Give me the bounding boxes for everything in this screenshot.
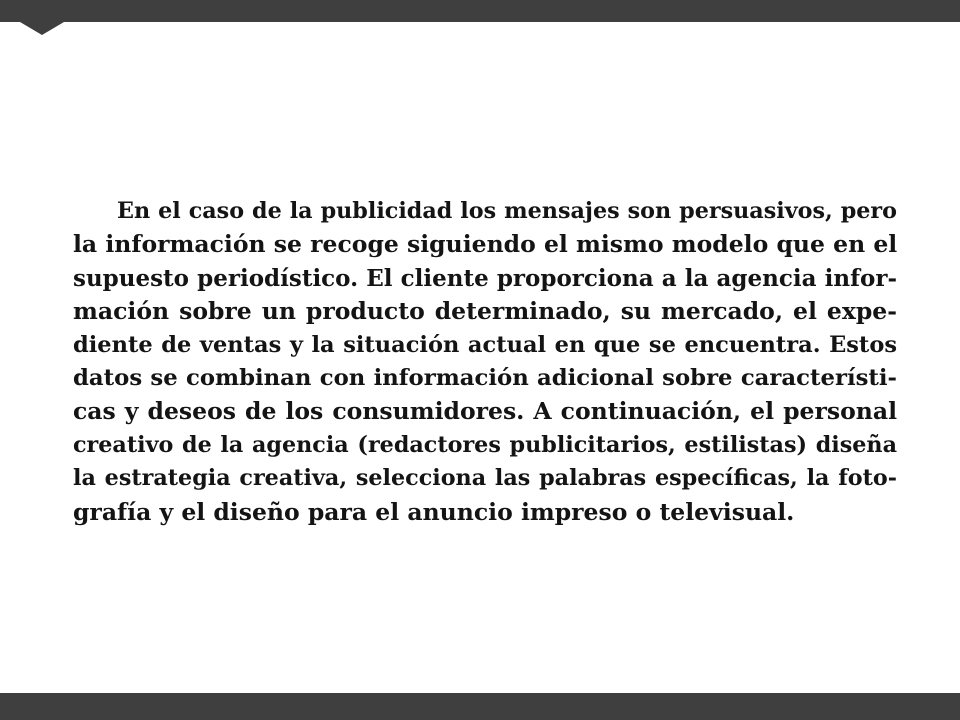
top-header-bar [0, 0, 960, 22]
paragraph-line: creativo de la agencia (redactores publicitarios, estilistas) diseña [73, 431, 897, 458]
paragraph-line: En el caso de la publicidad los mensajes son persuasivos, pero [117, 198, 897, 224]
header-notch-decoration [20, 22, 64, 35]
paragraph-line: cas y deseos de los consumidores. A continuación, el personal [73, 397, 897, 426]
paragraph-line: grafía y el diseño para el anuncio impreso o televisual. [73, 497, 795, 526]
bottom-footer-bar [0, 693, 960, 720]
paragraph-line: diente de ventas y la situación actual en que se encuentra. Estos [73, 331, 897, 358]
paragraph-line: la estrategia creativa, selecciona las palabras específicas, la foto- [73, 465, 897, 492]
paragraph-line: la información se recoge siguiendo el mismo modelo que en el [73, 230, 897, 259]
paragraph-line: supuesto periodístico. El cliente proporciona a la agencia infor- [73, 264, 897, 292]
paragraph-line: datos se combinan con información adicional sobre característi- [73, 364, 897, 391]
text-paragraph [73, 195, 897, 529]
paragraph-line: mación sobre un producto determinado, su mercado, el expe- [73, 297, 897, 326]
